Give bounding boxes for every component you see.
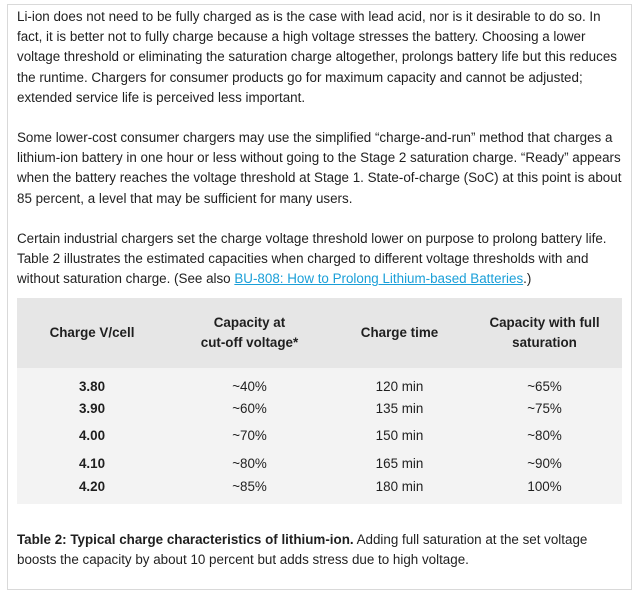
table-row [17,422,622,449]
paragraph-industrial-chargers [17,229,629,290]
cell-capacity-full: ~80% [527,428,562,444]
cell-capacity-cutoff: ~85% [232,479,267,495]
cell-charge-time: 165 min [375,455,424,471]
table-row [17,368,622,395]
cell-voltage: 3.90 [78,401,106,417]
table-row [17,477,622,504]
cell-charge-time: 135 min [375,401,424,417]
cell-voltage: 3.80 [78,378,106,394]
paragraph-text-before-link: Certain industrial chargers set the charge voltage threshold lower on purpose to prolong battery life. Table 2 illustrates the estimated capacities when charged to different voltage thresholds with and without saturation charge. (See also [17,230,607,287]
caption-text: Adding full saturation at the set voltage boosts the capacity by about 10 percent but adds stress due to high voltage. [17,532,588,568]
cell-capacity-cutoff: ~80% [232,455,267,471]
paragraph-charge-and-run: Some lower-cost consumer chargers may use the simplified “charge-and-run” method that charges a lithium-ion battery in one hour or less without going to the Stage 2 saturation charge. “Ready” appears when the battery reaches the voltage threshold at Stage 1. State-of-charge (SoC) at this point is about 85 percent, a level that may be sufficient for many users. [17,130,622,206]
cell-capacity-cutoff: ~70% [232,428,267,444]
bu-808-link[interactable]: BU-808: How to Prolong Lithium-based Batteries [234,271,524,287]
paragraph-text-after-link: .) [523,271,532,287]
table-row [17,395,622,422]
paragraph-full-charge: Li-ion does not need to be fully charged as is the case with lead acid, nor is it desirable to do so. In fact, it is better not to fully charge because a high voltage stresses the battery. Choosing a lower voltage threshold or eliminating the saturation charge altogether, prolongs battery life but this reduces the runtime. Chargers for consumer products go for maximum capacity and cannot be adjusted; extended service life is perceived less important. [17,9,617,105]
cell-capacity-full: 100% [527,479,562,495]
cell-charge-time: 150 min [375,428,424,444]
cell-capacity-cutoff: ~40% [232,378,267,394]
table-row [17,450,622,477]
cell-capacity-full: ~90% [527,455,562,471]
header-charge-time: Charge time [360,325,439,340]
cell-charge-time: 120 min [375,378,424,394]
cell-capacity-cutoff: ~60% [232,401,267,417]
article-body [17,7,629,289]
header-charge-v-cell: Charge V/cell [49,325,135,340]
charge-characteristics-table [17,298,622,504]
caption-title: Table 2: Typical charge characteristics of lithium-ion. [17,532,354,547]
cell-voltage: 4.10 [78,455,106,471]
cell-charge-time: 180 min [375,479,424,495]
header-capacity-cutoff: Capacity at cut-off voltage* [200,315,299,350]
header-capacity-full: Capacity with full saturation [489,315,600,350]
cell-capacity-full: ~75% [527,401,562,417]
cell-voltage: 4.20 [78,479,106,495]
cell-capacity-full: ~65% [527,378,562,394]
table-header-row [17,298,622,368]
cell-voltage: 4.00 [78,428,106,444]
table-caption [17,530,629,570]
